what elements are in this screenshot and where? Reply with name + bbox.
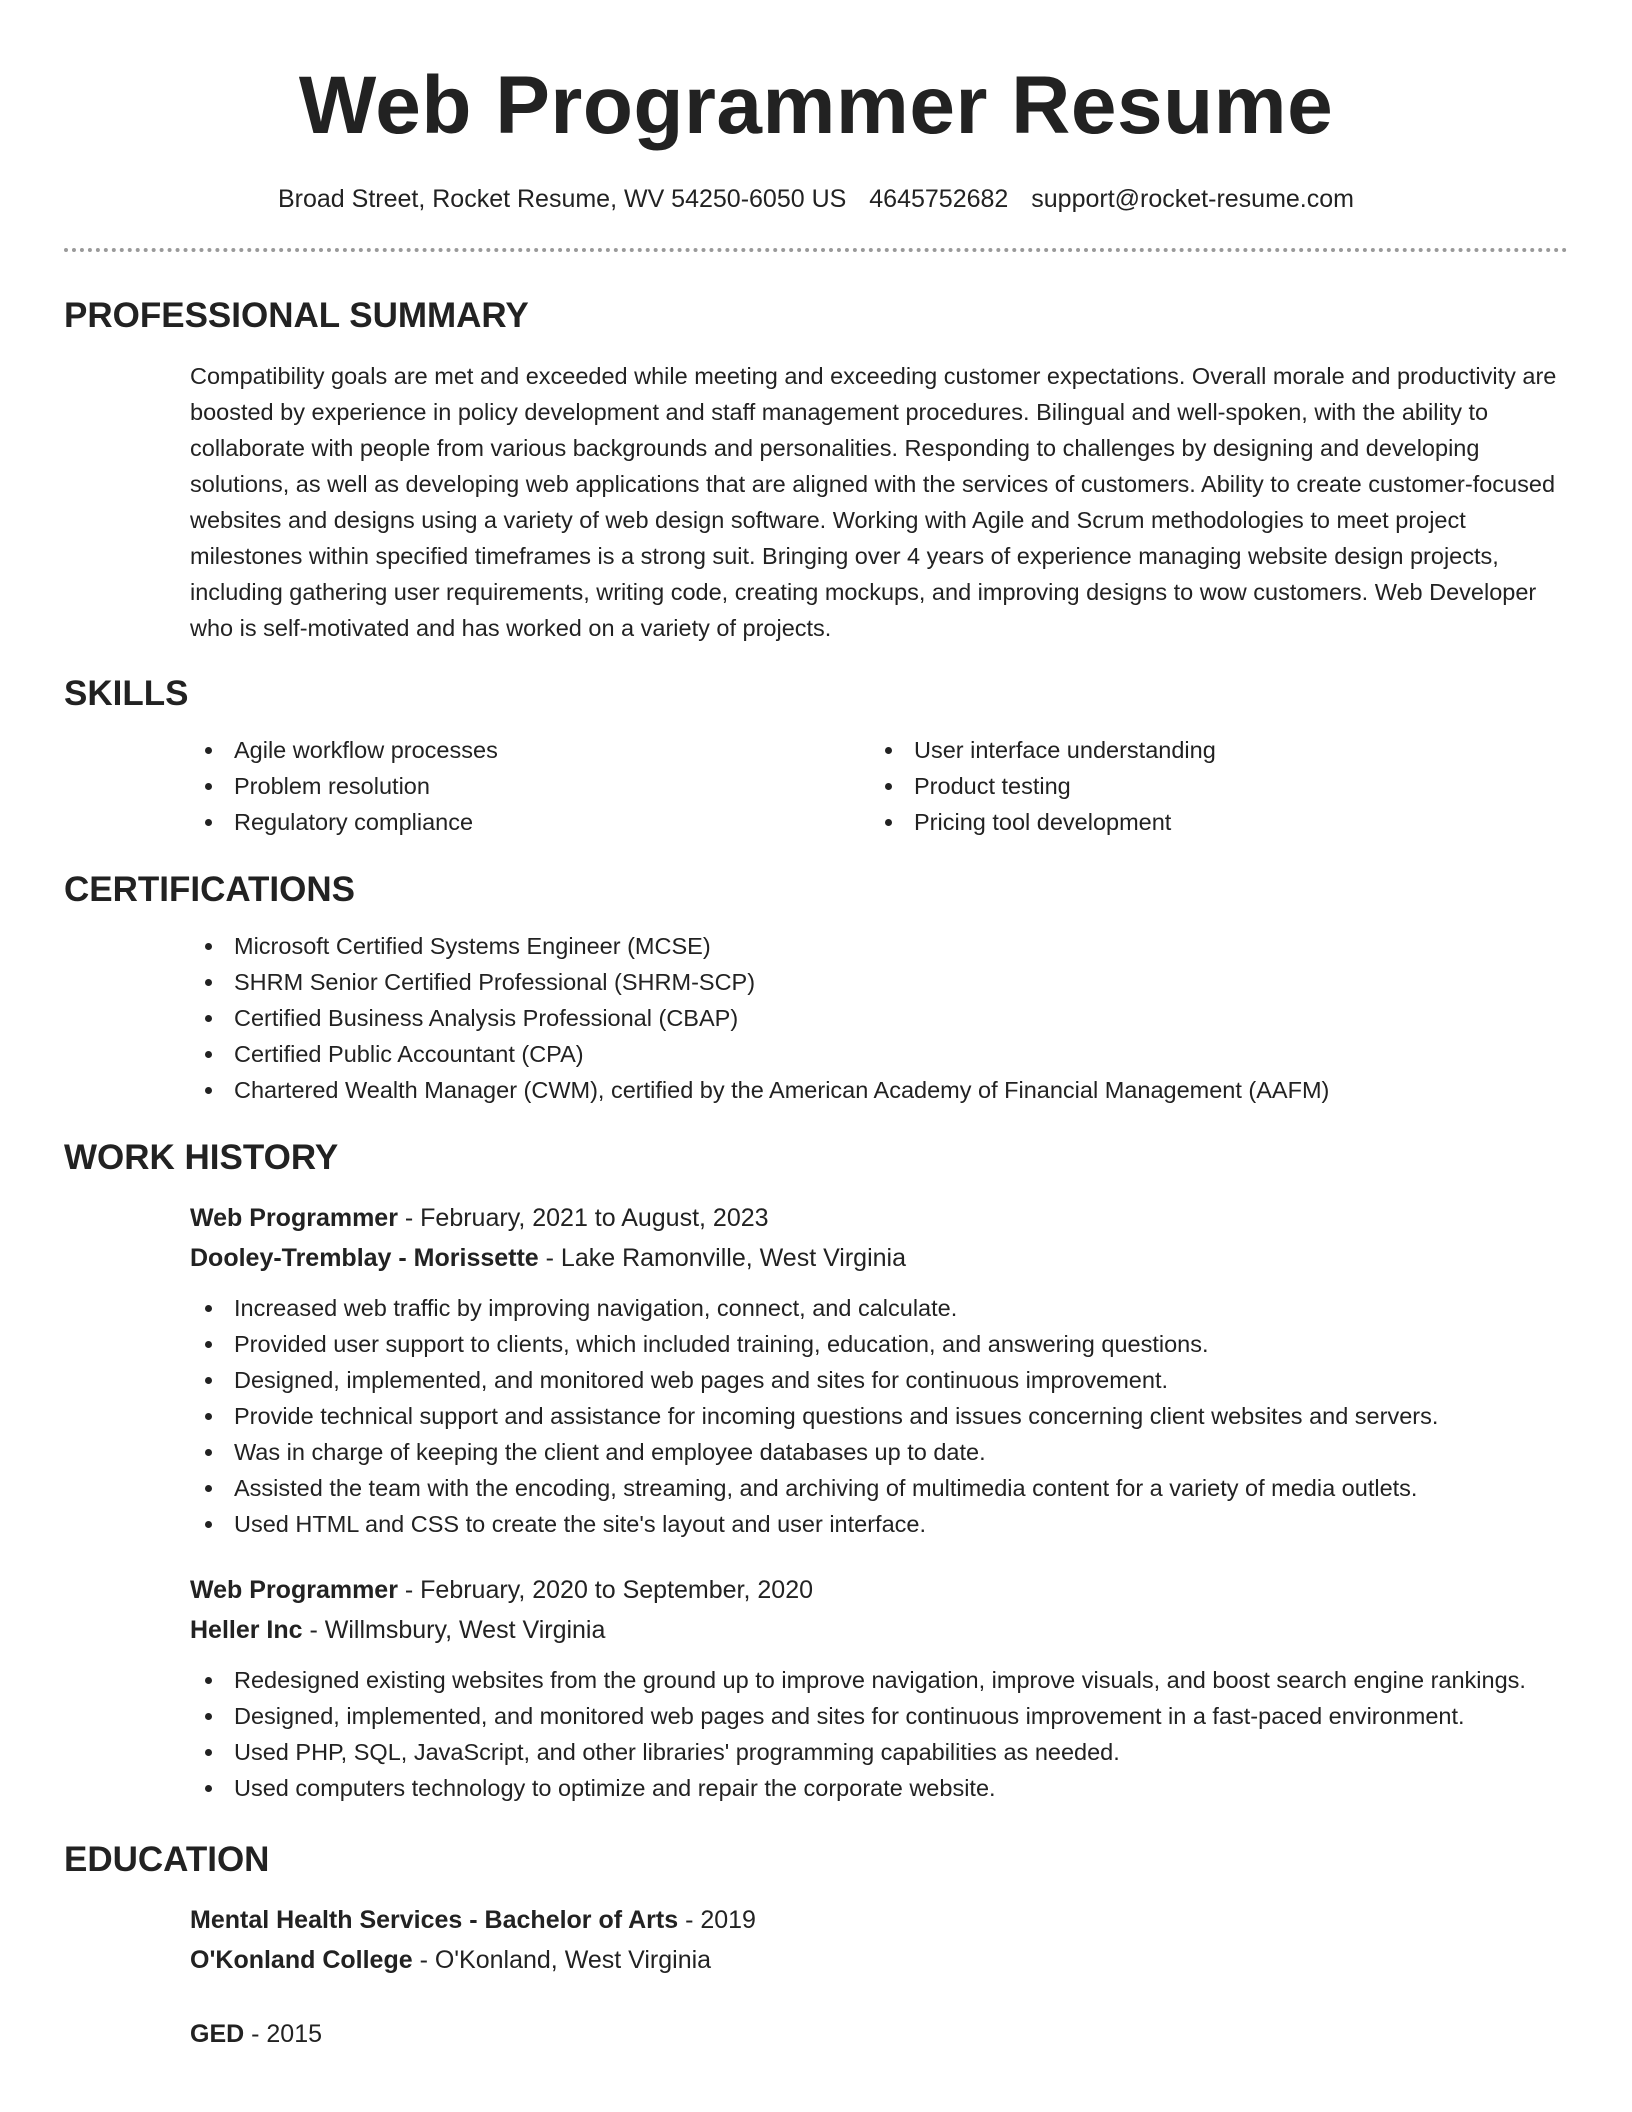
job-bullet: Provided user support to clients, which included training, education, and answering questions.: [190, 1326, 1568, 1362]
certifications-section: [64, 870, 1568, 1108]
skill-item: User interface understanding: [870, 732, 1550, 768]
skills-list-left: [190, 732, 870, 840]
job-title-line: [190, 1198, 1568, 1238]
education-entry: [190, 2014, 1568, 2054]
job-entry: [190, 1570, 1568, 1650]
certification-item: Certified Business Analysis Professional (CBAP): [190, 1000, 1568, 1036]
skills-heading: SKILLS: [64, 674, 189, 713]
job-bullets: [190, 1290, 1568, 1542]
education-entry: [190, 1900, 1568, 1980]
skill-item: Agile workflow processes: [190, 732, 870, 768]
skill-item: Regulatory compliance: [190, 804, 870, 840]
contact-email: support@rocket-resume.com: [1031, 185, 1354, 213]
summary-section: [64, 296, 1568, 646]
job-bullet: Used PHP, SQL, JavaScript, and other libraries' programming capabilities as needed.: [190, 1734, 1568, 1770]
education-section: [64, 1840, 1568, 2054]
skills-grid: [190, 732, 1568, 840]
skills-column-left: [190, 732, 870, 840]
job-title-line: [190, 1570, 1568, 1610]
job-entry: [190, 1198, 1568, 1278]
education-year: - 2019: [678, 1906, 756, 1934]
job-bullet: Designed, implemented, and monitored web pages and sites for continuous improvement.: [190, 1362, 1568, 1398]
job-bullets: [190, 1662, 1568, 1806]
job-bullet: Used computers technology to optimize and repair the corporate website.: [190, 1770, 1568, 1806]
job-bullet: Designed, implemented, and monitored web pages and sites for continuous improvement in a fast-paced environment.: [190, 1698, 1568, 1734]
education-heading: EDUCATION: [64, 1840, 270, 1879]
skill-item: Problem resolution: [190, 768, 870, 804]
certification-item: Chartered Wealth Manager (CWM), certified by the American Academy of Financial Management (AAFM): [190, 1072, 1568, 1108]
job-location: - Willmsbury, West Virginia: [302, 1616, 606, 1644]
certification-item: SHRM Senior Certified Professional (SHRM-SCP): [190, 964, 1568, 1000]
education-degree: Mental Health Services - Bachelor of Arts: [190, 1906, 679, 1934]
skills-section: [64, 674, 1568, 840]
education-school-line: [190, 1940, 1568, 1980]
work-history-section: [64, 1138, 1568, 1806]
contact-phone: 4645752682: [869, 185, 1009, 213]
job-bullet: Provide technical support and assistance for incoming questions and issues concerning client websites and servers.: [190, 1398, 1568, 1434]
skill-item: Product testing: [870, 768, 1550, 804]
job-company-line: [190, 1238, 1568, 1278]
resume-page: [64, 0, 1568, 2054]
job-company-line: [190, 1610, 1568, 1650]
contact-address: Broad Street, Rocket Resume, WV 54250-6050 US: [277, 185, 847, 213]
job-title: Web Programmer: [190, 1204, 398, 1232]
summary-text: Compatibility goals are met and exceeded while meeting and exceeding customer expectations. Overall morale and productivity are boosted by experience in policy development and staff management procedures. Bilingual and well-spoken, with the ability to collaborate with people from various backgrounds and personalities. Responding to challenges by designing and developing solutions, as well as developing web applications that are aligned with the services of customers. Ability to create customer-focused websites and designs using a variety of web design software. Working with Agile and Scrum methodologies to meet project milestones within specified timeframes is a strong suit. Bringing over 4 years of experience managing website design projects, including gathering user requirements, writing code, creating mockups, and improving designs to wow customers. Web Developer who is self-motivated and has worked on a variety of projects.: [190, 363, 1557, 641]
certification-item: Certified Public Accountant (CPA): [190, 1036, 1568, 1072]
skill-item: Pricing tool development: [870, 804, 1550, 840]
education-degree: GED: [190, 2020, 245, 2048]
education-school: O'Konland College: [190, 1946, 413, 1974]
job-bullet: Redesigned existing websites from the ground up to improve navigation, improve visuals, and boost search engine rankings.: [190, 1662, 1568, 1698]
work-history-heading: WORK HISTORY: [64, 1138, 339, 1177]
job-bullet: Was in charge of keeping the client and employee databases up to date.: [190, 1434, 1568, 1470]
job-location: - Lake Ramonville, West Virginia: [538, 1244, 907, 1272]
contact-line: [64, 182, 1568, 216]
job-bullet: Used HTML and CSS to create the site's layout and user interface.: [190, 1506, 1568, 1542]
summary-heading: PROFESSIONAL SUMMARY: [64, 296, 529, 335]
job-dates: - February, 2020 to September, 2020: [397, 1576, 814, 1604]
certifications-list: [190, 928, 1568, 1108]
job-bullet: Assisted the team with the encoding, streaming, and archiving of multimedia content for a variety of media outlets.: [190, 1470, 1568, 1506]
job-bullet: Increased web traffic by improving navigation, connect, and calculate.: [190, 1290, 1568, 1326]
resume-title: Web Programmer Resume: [298, 60, 1334, 151]
education-degree-line: [190, 2014, 1568, 2054]
education-degree-line: [190, 1900, 1568, 1940]
job-company: Heller Inc: [190, 1616, 303, 1644]
education-year: - 2015: [244, 2020, 323, 2048]
job-title: Web Programmer: [190, 1576, 398, 1604]
certifications-heading: CERTIFICATIONS: [64, 870, 356, 909]
skills-list-right: [870, 732, 1550, 840]
education-location: - O'Konland, West Virginia: [412, 1946, 712, 1974]
certification-item: Microsoft Certified Systems Engineer (MCSE): [190, 928, 1568, 964]
job-dates: - February, 2021 to August, 2023: [397, 1204, 769, 1232]
job-company: Dooley-Tremblay - Morissette: [190, 1244, 539, 1272]
header-divider: [64, 248, 1568, 252]
skills-column-right: [870, 732, 1550, 840]
